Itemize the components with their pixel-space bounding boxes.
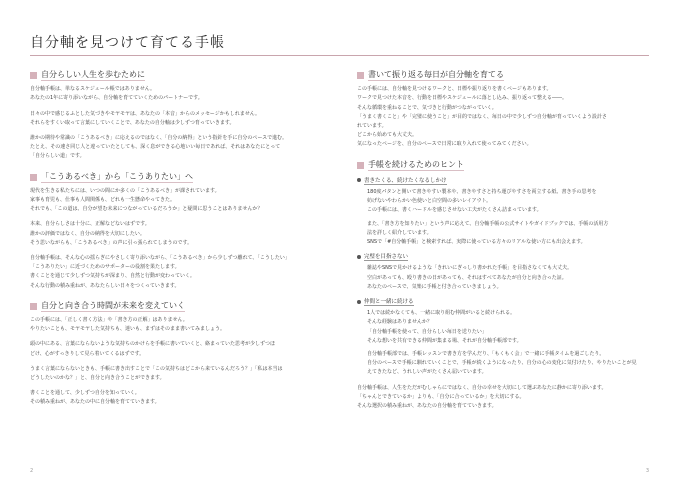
text-line: 頭の中にある、言葉にならないような気持ちのかけらを手帳に書いていくと、絡まっていた思考が少しずつほ bbox=[30, 341, 276, 348]
section-heading bbox=[357, 160, 657, 171]
bullet-icon bbox=[357, 300, 361, 304]
text-line: そんな選択の積み重ねが、あなたの自分軸を育てていきます。 bbox=[357, 403, 497, 410]
text-line: えてきたなど、うれしい声がたくさん届いています。 bbox=[367, 369, 487, 376]
text-line: 自分軸手帳部では、手帳レッスンで書き方を学んだり、「もくもく会」で一緒に手帳タイムを過ごしたり。 bbox=[367, 351, 605, 358]
text-line: うまく言葉にならないときも、手帳に書き出すことで「この気持ちはどこから来ているんだろう？」「私は本当は bbox=[30, 365, 283, 372]
text-line: それでも、「この道は、自分が望む未来につながっているだろうか」と疑問に思うことはありませんか？ bbox=[30, 206, 263, 213]
section-heading-text: 「こうあるべき」から「こうありたい」へ bbox=[41, 172, 193, 183]
text-line: 日々の中で感じるふとした気づきやモヤモヤは、あなたの「本音」からのメッセージかもしれません。 bbox=[30, 110, 261, 117]
hint-label bbox=[357, 253, 657, 262]
title-rule bbox=[30, 55, 649, 56]
text-line: たとえ、その速さ同じ人と違っていたとしても、深く息ができる心地いい毎日であれば、それはあなたにとって bbox=[30, 144, 281, 151]
hint-label bbox=[357, 177, 657, 186]
text-line: 誰かの評価ではなく、自分の納得を大切にしたい。 bbox=[30, 230, 145, 237]
bullet-icon bbox=[357, 255, 361, 259]
section-heading bbox=[30, 70, 330, 81]
section-heading bbox=[30, 301, 330, 312]
paragraph bbox=[30, 254, 330, 291]
paragraph bbox=[30, 340, 330, 358]
closing-paragraph bbox=[357, 384, 657, 412]
text-line: また、「書き方を知りたい」という声に応えて、自分軸手帳の公式サイトやガイドブックでは、手帳の活用方 bbox=[367, 220, 609, 227]
heading-marker-icon bbox=[357, 162, 364, 169]
paragraph bbox=[30, 220, 330, 248]
text-line: SNSで「#自分軸手帳」と検索すれば、実際に使っている方々のリアルな使い方にも出会えます。 bbox=[367, 239, 586, 246]
paragraph bbox=[30, 85, 330, 103]
hint-body bbox=[357, 188, 657, 247]
text-line: 誰かの期待や常識の「こうあるべき」に応えるのではなく、「自分の納得」という指針を手に自分のペースで進む。 bbox=[30, 135, 288, 142]
text-line: 妨げないやわらかい色使いと白空間の多いレイアウト。 bbox=[367, 198, 492, 205]
text-line: 家事も育児も、仕事も人間関係も、どれも一生懸命やってきた。 bbox=[30, 197, 176, 204]
heading-marker-icon bbox=[357, 72, 364, 79]
text-line: あなたの1年に寄り添いながら、自分軸を育てていくためのパートナーです。 bbox=[30, 95, 203, 102]
page-number-right: 3 bbox=[645, 468, 649, 474]
text-line: ワークで見つけた本音を、行動を日標やスケジュールに落とし込み、振り返って整える――。 bbox=[357, 95, 568, 102]
text-line: 気になったページを、自分のペースで日常に取り入れて使ってみてください。 bbox=[357, 141, 532, 148]
right-column bbox=[357, 60, 657, 417]
text-line: 「ちゃんとできているか」よりも、「自分に合っているか」を大切にする。 bbox=[357, 393, 525, 400]
text-line: この手帳には、自分軸を見つけるワークと、日標や振り返りを書くページもあります。 bbox=[357, 86, 552, 93]
text-line: 現代を生きる私たちには、いつの間にか多くの「こうあるべき」が課されています。 bbox=[30, 187, 220, 194]
section-heading-text: 自分と向き合う時間が未来を変えていく bbox=[41, 301, 185, 312]
text-line: 空白があっても、殴り書きの日があっても、それはすべてあなたが自分と向き合った証。 bbox=[367, 274, 567, 281]
hint-body bbox=[357, 264, 657, 292]
paragraph bbox=[30, 316, 330, 334]
text-line: 書くことを通して、少しずつ自分を知っていく。 bbox=[30, 390, 140, 397]
heading-marker-icon bbox=[30, 303, 37, 310]
text-line: どけ、心がすっきりして見ら着いてくるはずです。 bbox=[30, 350, 145, 357]
hint-label-text: 仲間と一緒に続ける bbox=[364, 299, 414, 306]
text-line: 180度パタンと開いて書きやすい製本や、書きやすさと持ち運びやすさを両立する紙、書き手の思考を bbox=[367, 189, 597, 196]
text-line: 「こうありたい」に近づくためのサポーターの役割を果たします。 bbox=[30, 264, 180, 271]
heading-marker-icon bbox=[30, 72, 37, 79]
text-line: 「うまく書くこと」や「完璧に使うこと」が目的ではなく、毎日の中で少しずつ自分軸が育っていくよう設計さ bbox=[357, 113, 607, 120]
hint-label-text: 完璧を目指さない bbox=[364, 254, 409, 261]
text-line: この手帳には、「正しく書く方法」や「書き方の正解」はありません。 bbox=[30, 317, 188, 324]
text-line: 「自分軸手帳を使って、自分らしい毎日を送りたい」 bbox=[367, 328, 487, 335]
text-line: 自分軸手帳は、そんな心の揺らぎにやさしく寄り添いながら、「こうあるべき」から少しずつ離れて、「こうしたい」 bbox=[30, 255, 290, 262]
text-line: れています。 bbox=[357, 123, 387, 130]
text-line: 「自分らしい道」です。 bbox=[30, 153, 85, 160]
text-line: そんな循環を重ねることで、気づきと行動がつながっていく。 bbox=[357, 104, 497, 111]
section-heading-text: 手帳を続けるためのヒント bbox=[368, 160, 464, 171]
section-heading-text: 書いて振り返る毎日が自分軸を育てる bbox=[368, 70, 504, 81]
paragraph bbox=[30, 134, 330, 162]
text-line: やりたいことも、モヤモヤした気持ちも、迷いも、まずはそのまま書いてみましょう。 bbox=[30, 326, 226, 333]
text-line: 自分軸手帳は、単なるスケジュール帳ではありません。 bbox=[30, 86, 156, 93]
text-line: 書くことを通じて少しずつ気持ちが深まり、自然と行動が変わっていく。 bbox=[30, 273, 195, 280]
left-column bbox=[30, 60, 330, 414]
text-line: どうしたいのかな？」と、自分と向き合うことができます。 bbox=[30, 375, 165, 382]
text-line: どこから始めても大丈夫。 bbox=[357, 132, 418, 139]
hint-body bbox=[357, 309, 657, 377]
text-line: そんな行動の積み重ねが、あなたらしい日々をつくっていきます。 bbox=[30, 282, 180, 289]
text-line: 自分軸手帳は、人生をただがむしゃらにではなく、自分の幸せを大切にして選ぶあなたに静かに寄り添います。 bbox=[357, 384, 607, 391]
text-line: 1人では続かなくても、一緒に取り組む仲間がいると続けられる。 bbox=[367, 310, 516, 317]
section-heading bbox=[357, 70, 657, 81]
bullet-icon bbox=[357, 178, 361, 182]
text-line: そう思いながらも、「こうあるべき」の声に引っ張られてしまうのです。 bbox=[30, 239, 193, 246]
paragraph bbox=[30, 389, 330, 407]
text-line: 雑誌やSNSで見かけるような「きれいにぎっしり書かれた手帳」を目指さなくても大丈夫。 bbox=[367, 265, 573, 272]
text-line: この手帳には、書くハードルを感じさせない工夫がたくさん詰まっています。 bbox=[367, 207, 542, 214]
hint-label-text: 書きたくる、続けたくなるしかけ bbox=[364, 177, 447, 184]
text-line: あなたのペースで、気楽に手帳と付き合っていきましょう。 bbox=[367, 283, 502, 290]
text-line: 法を詳しく紹介しています。 bbox=[367, 229, 432, 236]
section-heading bbox=[30, 172, 330, 183]
text-line: 自分のペースで手帳に馴れていくことで、手帳が続くようになったり、自分の心の変化に気付けたり、やりたいことが見 bbox=[367, 360, 637, 367]
paragraph bbox=[357, 85, 657, 149]
heading-marker-icon bbox=[30, 174, 37, 181]
section-heading-text: 自分らしい人生を歩むために bbox=[41, 70, 145, 81]
paragraph bbox=[30, 110, 330, 128]
text-line: そんな想いを共有できる仲間が集まる場、それが自分軸手帳部です。 bbox=[367, 337, 522, 344]
text-line: その積み重ねが、あなたの中に自分軸を育てていきます。 bbox=[30, 399, 160, 406]
page-number-left: 2 bbox=[30, 468, 34, 474]
page-title: 自分軸を見つけて育てる手帳 bbox=[30, 35, 225, 51]
text-line: それらをすくい取って言葉にしていくことで、あなたの自分軸は少しずつ育っていきます。 bbox=[30, 119, 235, 126]
text-line: そんな経験はありませんか？ bbox=[367, 319, 433, 326]
paragraph bbox=[30, 187, 330, 215]
paragraph bbox=[30, 365, 330, 383]
hint-label bbox=[357, 298, 657, 307]
text-line: 本来、自分らしさは十分に、正解などないはずです。 bbox=[30, 221, 150, 228]
